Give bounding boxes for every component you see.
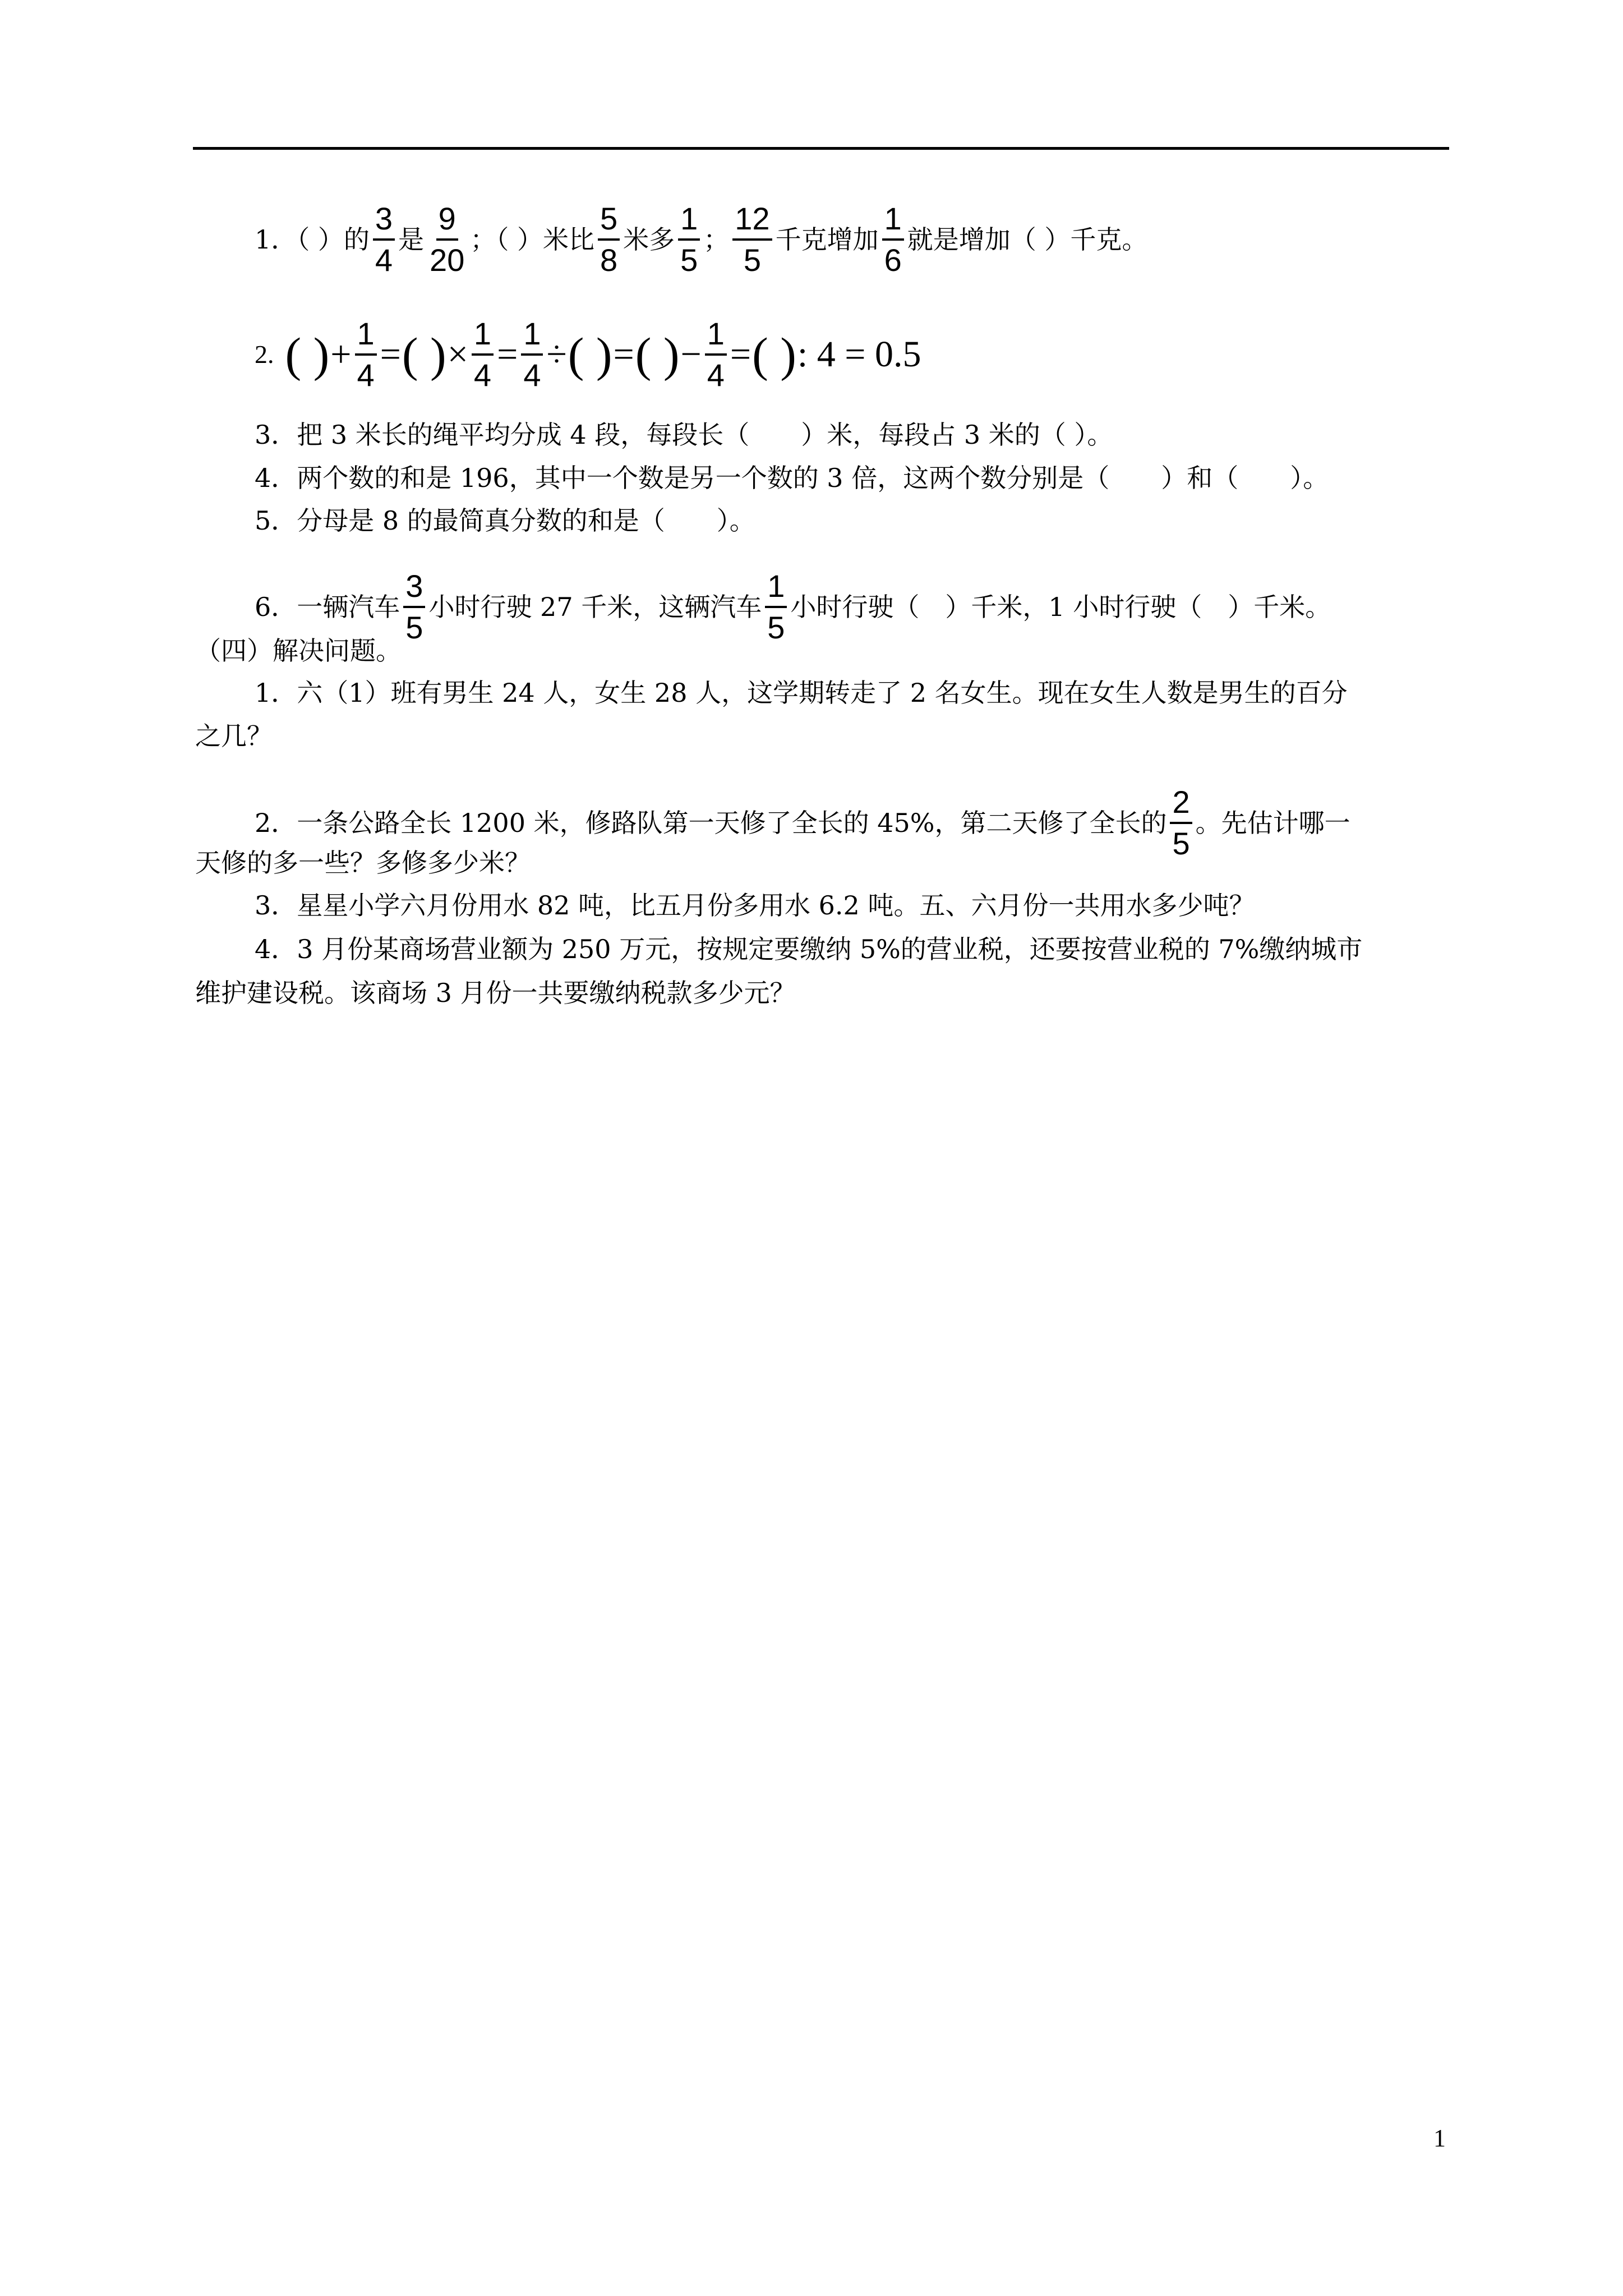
problem-2-line-2: 天修的多一些？多修多少米？ bbox=[195, 848, 531, 878]
text-segment: 2．一条公路全长 1200 米，修路队第一天修了全长的 45%，第二天修了全长的 bbox=[255, 808, 1167, 838]
fill-question-1 bbox=[195, 199, 1516, 280]
header-rule bbox=[193, 147, 1449, 150]
fraction: $\frac{2}{5}$ bbox=[1170, 783, 1192, 863]
fraction: $\frac{3}{5}$ bbox=[403, 567, 425, 647]
page-number: 1 bbox=[1433, 2124, 1446, 2152]
fraction: $\frac{1}{5}$ bbox=[765, 567, 787, 647]
fill-question-3: 3．把 3 米长的绳平均分成 4 段，每段长（ ）米，每段占 3 米的（ ）。 bbox=[255, 420, 1113, 450]
problem-1-line-2: 之几？ bbox=[195, 721, 273, 751]
blank-paren: ( ) bbox=[402, 328, 446, 381]
problem-3: 3．星星小学六月份用水 82 吨，比五月份多用水 6.2 吨。五、六月份一共用水多少吨？ bbox=[255, 890, 1255, 921]
text-segment: 米多 bbox=[623, 224, 675, 255]
operator: : 4 = 0.5 bbox=[797, 334, 921, 375]
blank-paren: ( ) bbox=[568, 328, 612, 381]
fraction: $\frac{9}{20}$ bbox=[427, 199, 467, 280]
fraction: $\frac{1}{4}$ bbox=[705, 314, 727, 395]
problem-4-line-1: 4．3 月份某商场营业额为 250 万元，按规定要缴纳 5%的营业税，还要按营业税的 7%缴纳城市 bbox=[255, 934, 1363, 964]
fraction: $\frac{5}{8}$ bbox=[598, 199, 620, 280]
fraction: $\frac{1}{6}$ bbox=[882, 199, 904, 280]
blank-paren: ( ) bbox=[752, 328, 796, 381]
operator: − bbox=[680, 334, 702, 375]
blank-paren: ( ) bbox=[285, 328, 330, 381]
operator: ÷ bbox=[546, 334, 567, 375]
problem-4-line-2: 维护建设税。该商场 3 月份一共要缴纳税款多少元？ bbox=[195, 978, 796, 1008]
text-segment: 千克增加 bbox=[775, 224, 879, 255]
text-segment: 。先估计哪一 bbox=[1195, 808, 1350, 838]
fraction: $\frac{1}{4}$ bbox=[521, 314, 543, 395]
text-segment: 小时行驶（ ）千米，1 小时行驶（ ）千米。 bbox=[790, 592, 1331, 622]
fraction: $\frac{1}{5}$ bbox=[678, 199, 700, 280]
operator: × bbox=[447, 334, 468, 375]
text-segment: ；（ ）米比 bbox=[470, 224, 594, 255]
text-segment: 是 bbox=[398, 224, 425, 255]
text-segment: 1．（ ）的 bbox=[255, 224, 370, 255]
fraction: $\frac{12}{5}$ bbox=[732, 199, 772, 280]
fill-question-4: 4．两个数的和是 196，其中一个数是另一个数的 3 倍，这两个数分别是（ ）和（ ）。 bbox=[255, 463, 1329, 493]
section-title: （四）解决问题。 bbox=[195, 636, 402, 666]
blank-paren: ( ) bbox=[635, 328, 680, 381]
fraction: $\frac{3}{4}$ bbox=[373, 199, 395, 280]
text-segment: 6．一辆汽车 bbox=[255, 592, 400, 622]
operator: = bbox=[380, 334, 401, 375]
operator: = bbox=[497, 334, 518, 375]
fraction: $\frac{1}{4}$ bbox=[472, 314, 494, 395]
text-segment: 就是增加（ ）千克。 bbox=[907, 224, 1148, 255]
problem-1-line-1: 1．六（1）班有男生 24 人，女生 28 人，这学期转走了 2 名女生。现在女生人数是男生的百分 bbox=[255, 678, 1348, 708]
text-segment: ； bbox=[703, 224, 730, 255]
operator: + bbox=[330, 334, 352, 375]
question-number: 2. bbox=[255, 340, 274, 369]
fraction: $\frac{1}{4}$ bbox=[355, 314, 377, 395]
text-segment: 小时行驶 27 千米，这辆汽车 bbox=[428, 592, 762, 622]
fill-question-2 bbox=[195, 314, 1516, 395]
operator: = bbox=[613, 334, 634, 375]
operator: = bbox=[730, 334, 751, 375]
fill-question-5: 5．分母是 8 的最简真分数的和是（ ）。 bbox=[255, 505, 755, 536]
